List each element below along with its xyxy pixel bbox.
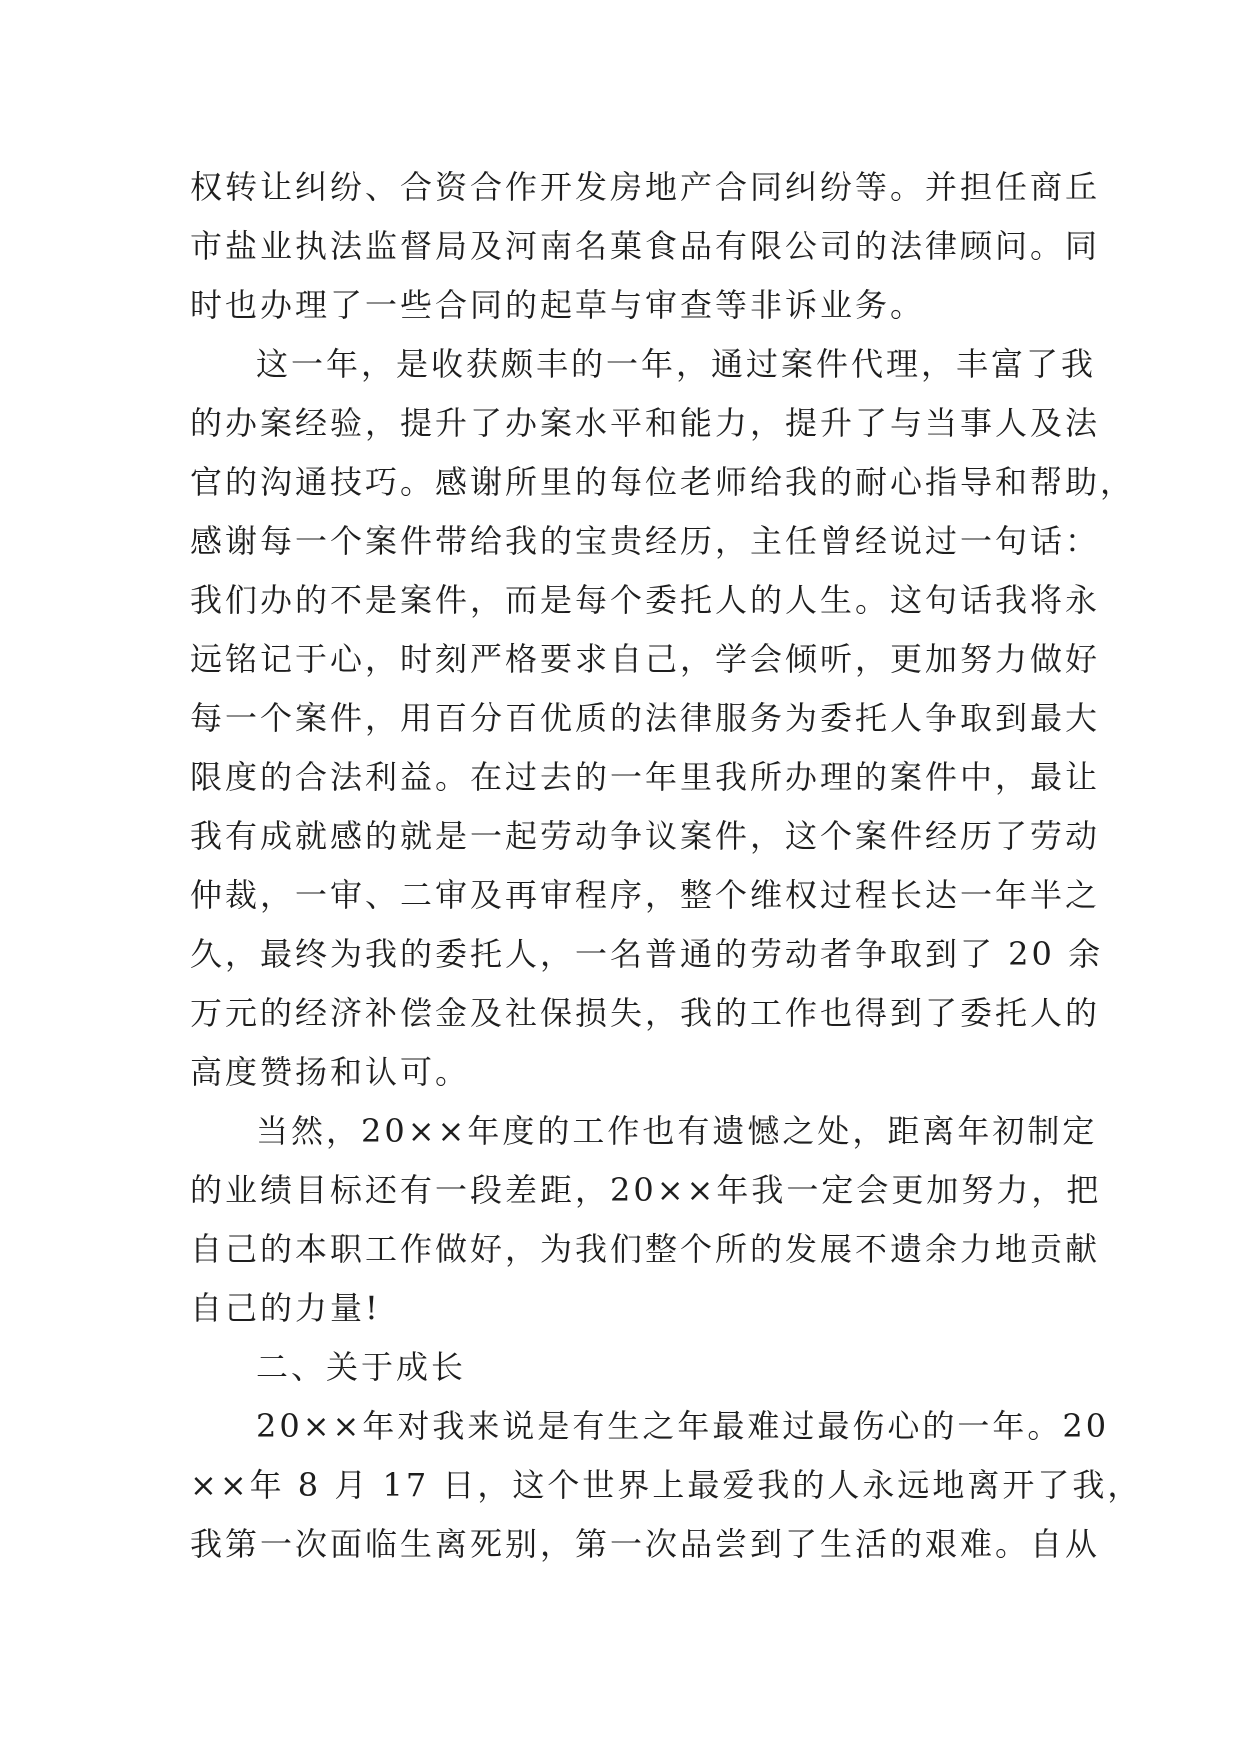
text-line: 的业绩目标还有一段差距，20××年我一定会更加努力，把 [190, 1171, 1102, 1209]
text-line: 自己的力量! [190, 1289, 381, 1327]
text-line: 这一年，是收获颇丰的一年，通过案件代理，丰富了我 [256, 345, 1097, 383]
text-line: 久，最终为我的委托人，一名普通的劳动者争取到了 20 余 [190, 935, 1104, 973]
text-line: 我们办的不是案件，而是每个委托人的人生。这句话我将永 [190, 581, 1101, 619]
text-line: 我第一次面临生离死别，第一次品尝到了生活的艰难。自从 [190, 1525, 1101, 1563]
text-line: 感谢每一个案件带给我的宝贵经历，主任曾经说过一句话： [190, 522, 1101, 560]
text-line: 20××年对我来说是有生之年最难过最伤心的一年。20 [256, 1407, 1110, 1445]
text-line: 高度赞扬和认可。 [190, 1053, 471, 1091]
text-line: 当然，20××年度的工作也有遗憾之处，距离年初制定 [256, 1112, 1098, 1150]
document-body-text [190, 158, 1143, 1574]
text-line: 二、关于成长 [256, 1348, 467, 1386]
text-line: 每一个案件，用百分百优质的法律服务为委托人争取到最大 [190, 699, 1101, 737]
text-line: 自己的本职工作做好，为我们整个所的发展不遗余力地贡献 [190, 1230, 1101, 1268]
text-line: 权转让纠纷、合资合作开发房地产合同纠纷等。并担任商丘 [190, 168, 1101, 206]
text-line: 时也办理了一些合同的起草与审查等非诉业务。 [190, 286, 926, 324]
text-line: 万元的经济补偿金及社保损失，我的工作也得到了委托人的 [190, 994, 1101, 1032]
text-line: 限度的合法利益。在过去的一年里我所办理的案件中，最让 [190, 758, 1101, 796]
text-line: 我有成就感的就是一起劳动争议案件，这个案件经历了劳动 [190, 817, 1101, 855]
text-line: 仲裁，一审、二审及再审程序，整个维权过程长达一年半之 [190, 876, 1101, 914]
text-line: 的办案经验，提升了办案水平和能力，提升了与当事人及法 [190, 404, 1101, 442]
text-line: ××年 8 月 17 日，这个世界上最爱我的人永远地离开了我， [190, 1466, 1143, 1504]
text-line: 远铭记于心，时刻严格要求自己，学会倾听，更加努力做好 [190, 640, 1101, 678]
text-line: 官的沟通技巧。感谢所里的每位老师给我的耐心指导和帮助， [190, 463, 1136, 501]
text-line: 市盐业执法监督局及河南名菓食品有限公司的法律顾问。同 [190, 227, 1101, 265]
